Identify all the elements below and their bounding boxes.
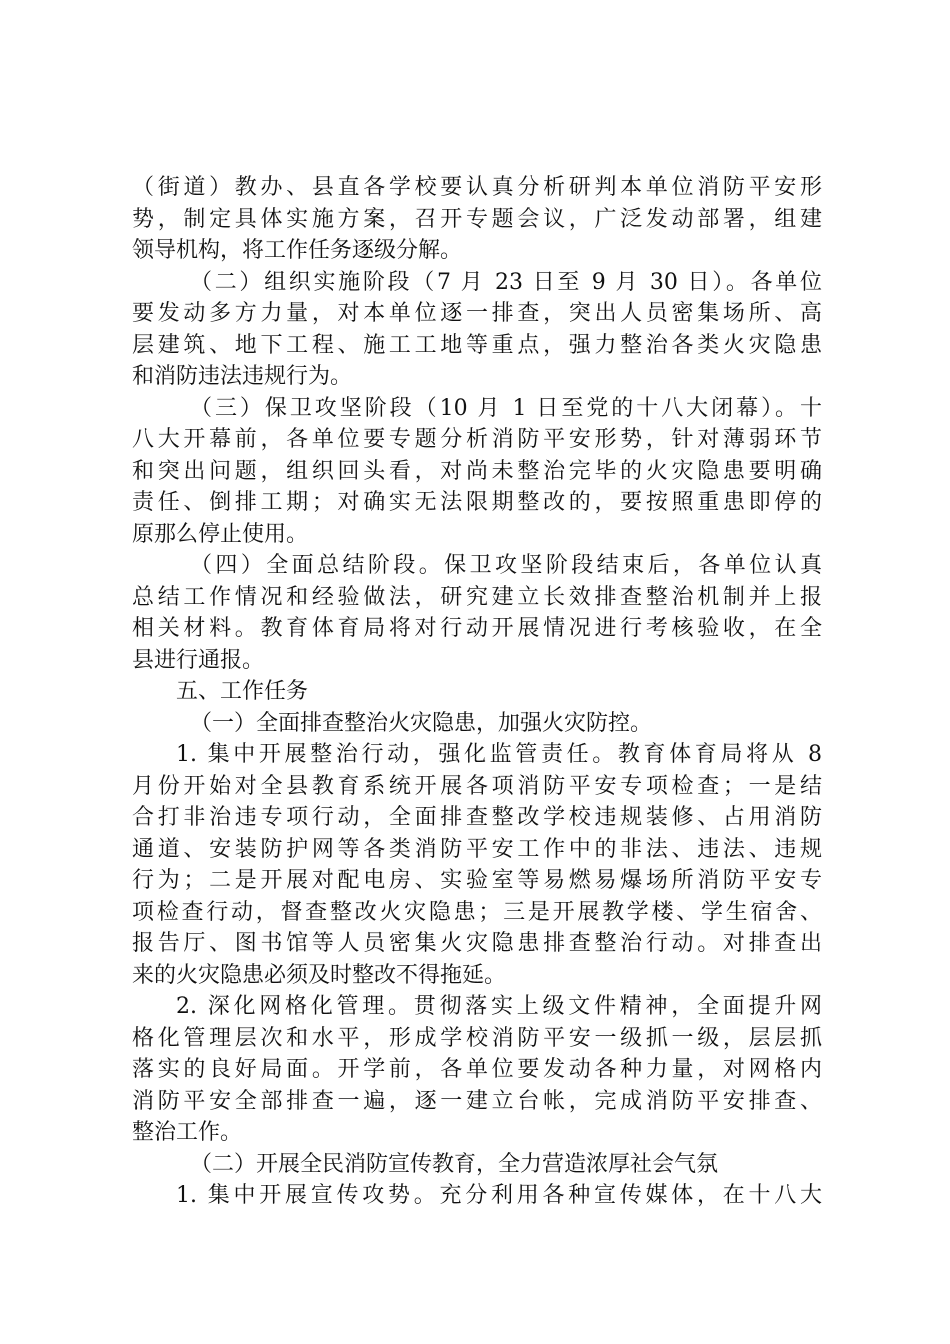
text-line: 相关材料。教育体育局将对行动开展情况进行考核验收，在全	[132, 616, 822, 641]
text-line: （三）保卫攻坚阶段（10 月 1 日至党的十八大闭幕）。十	[190, 395, 822, 421]
text-line: 责任、倒排工期；对确实无法限期整改的，要按照重患即停的	[132, 490, 822, 515]
text-line: 1. 集中开展整治行动，强化监管责任。教育体育局将从 8	[176, 742, 822, 767]
text-line: 消防平安全部排查一遍，逐一建立台帐，完成消防平安排查、	[132, 1088, 822, 1114]
text-line: 领导机构，将工作任务逐级分解。	[132, 238, 463, 263]
section-heading: 五、工作任务	[176, 679, 309, 704]
text-line: 县进行通报。	[132, 647, 265, 673]
text-line: 总结工作情况和经验做法，研究建立长效排查整治机制并上报	[132, 584, 822, 610]
document-body	[132, 172, 822, 1212]
text-line: 八大开幕前，各单位要专题分析消防平安形势，针对薄弱环节	[132, 427, 822, 452]
text-line: 落实的良好局面。开学前，各单位要发动各种力量，对网格内	[132, 1057, 822, 1082]
text-line: 2. 深化网格化管理。贯彻落实上级文件精神，全面提升网	[176, 994, 822, 1019]
text-line: 项检查行动，督查整改火灾隐患；三是开展教学楼、学生宿舍、	[132, 899, 822, 925]
subsection-heading: （一）全面排查整治火灾隐患，加强火灾防控。	[190, 710, 653, 736]
text-line: 通道、安装防护网等各类消防平安工作中的非法、违法、违规	[132, 836, 822, 862]
text-line: 来的火灾隐患必须及时整改不得拖延。	[132, 962, 507, 988]
text-line: 和突出问题，组织回头看，对尚未整治完毕的火灾隐患要明确	[132, 458, 822, 484]
text-line: 合打非治违专项行动，全面排查整改学校违规装修、占用消防	[132, 805, 822, 830]
text-line: 整治工作。	[132, 1120, 243, 1145]
text-line: 和消防违法违规行为。	[132, 364, 353, 389]
text-line: （街道）教办、县直各学校要认真分析研判本单位消防平安形	[132, 175, 822, 200]
text-line: 报告厅、图书馆等人员密集火灾隐患排查整治行动。对排查出	[132, 931, 822, 956]
text-line: 行为；二是开展对配电房、实验室等易燃易爆场所消防平安专	[132, 868, 822, 893]
text-line: 层建筑、地下工程、施工工地等重点，强力整治各类火灾隐患	[132, 332, 822, 358]
text-line: 1. 集中开展宣传攻势。充分利用各种宣传媒体，在十八大	[176, 1183, 822, 1208]
text-line: 格化管理层次和水平，形成学校消防平安一级抓一级，层层抓	[132, 1025, 822, 1051]
text-line: （二）组织实施阶段（7 月 23 日至 9 月 30 日）。各单位	[190, 269, 822, 295]
text-line: 要发动多方力量，对本单位逐一排查，突出人员密集场所、高	[132, 301, 822, 326]
text-line: 月份开始对全县教育系统开展各项消防平安专项检查；一是结	[132, 773, 822, 799]
text-line: 原那么停止使用。	[132, 521, 309, 547]
text-line: （四）全面总结阶段。保卫攻坚阶段结束后，各单位认真	[190, 553, 822, 578]
text-line: 势，制定具体实施方案，召开专题会议，广泛发动部署，组建	[132, 206, 822, 232]
subsection-heading: （二）开展全民消防宣传教育，全力营造浓厚社会气氛	[190, 1151, 719, 1177]
